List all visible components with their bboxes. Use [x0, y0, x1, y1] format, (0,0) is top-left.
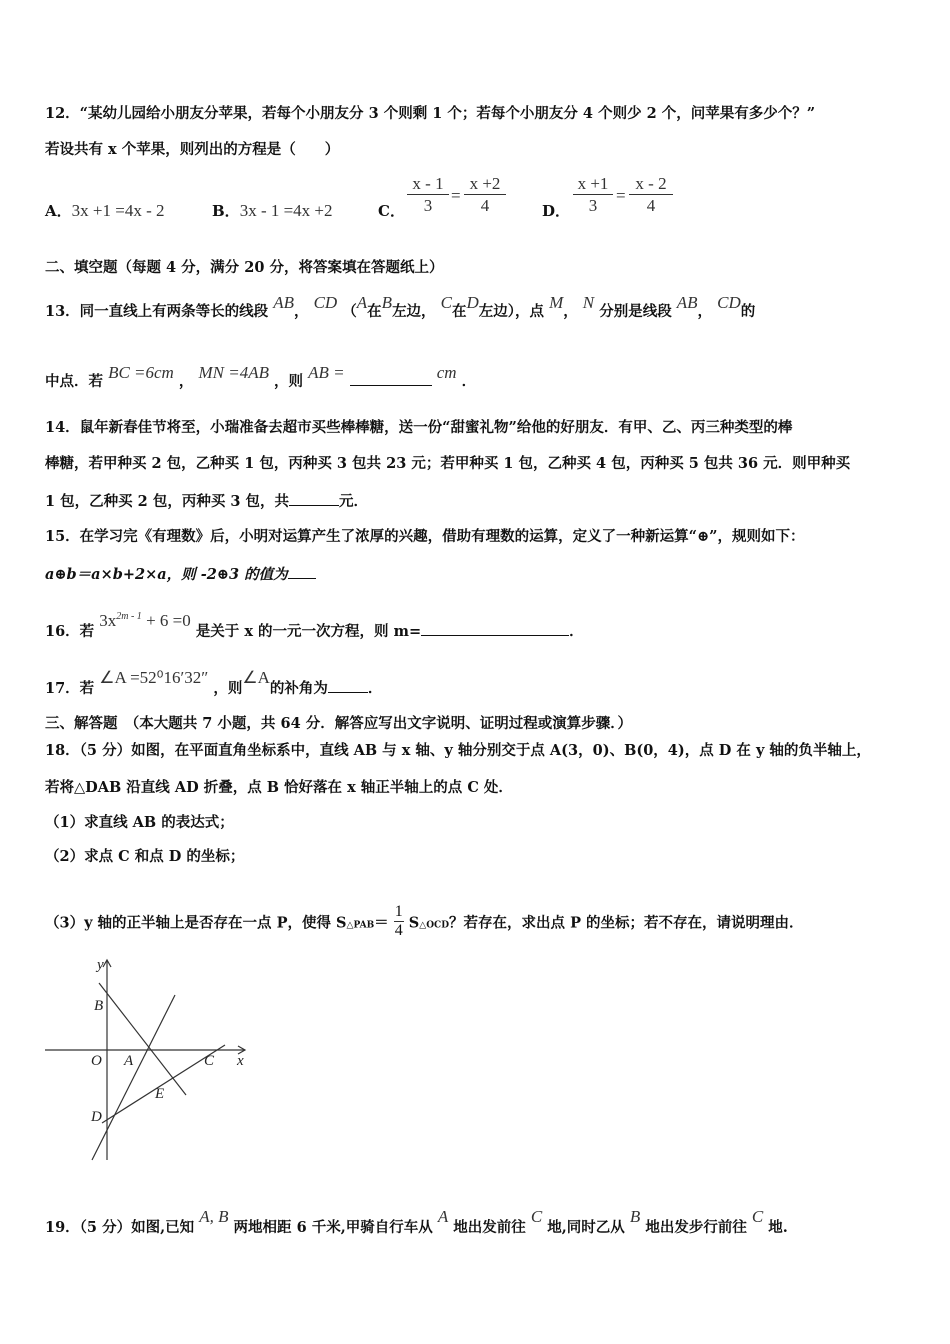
q15-line1: 15．在学习完《有理数》后，小明对运算产生了浓厚的兴趣，借助有理数的运算，定义了一种新运算“⊕”，规则如下：	[45, 528, 805, 545]
q14-text: 元．	[339, 493, 369, 510]
math-c: C	[751, 1207, 764, 1226]
q14-line1: 14．鼠年新春佳节将至，小瑞准备去超市买些棒棒糖，送一份“甜蜜礼物”给他的好朋友．有甲、乙、丙三种类型的棒	[45, 419, 793, 436]
math-c: C	[440, 293, 452, 312]
q17-text: ，则	[213, 680, 243, 697]
math-a: A	[437, 1207, 449, 1226]
q13-line2	[45, 358, 476, 397]
label-o: O	[91, 1053, 102, 1069]
math-m: M	[549, 293, 564, 312]
period: ．	[461, 373, 477, 390]
math-ab: AB	[273, 293, 295, 312]
comma: ，	[178, 373, 194, 390]
period: ．	[569, 623, 584, 640]
section-3-title: 三、解答题 （本大题共 7 小题，共 64 分．解答应写出文字说明、证明过程或演算步骤．）	[45, 715, 632, 732]
q19-text: 地.	[768, 1219, 788, 1236]
q18-part1: （1）求直线 AB 的表达式；	[45, 814, 234, 831]
fraction-denominator: 4	[646, 196, 656, 215]
q18-line2: 若将△DAB 沿直线 AD 折叠，点 B 恰好落在 x 轴正半轴上的点 C 处．	[45, 779, 513, 796]
q14-line2: 棒糖，若甲种买 2 包，乙种买 1 包，丙种买 3 包共 23 元；若甲种买 1 包，乙种买 4 包，丙种买 5 包共 36 元．则甲种买	[45, 455, 851, 472]
q16-equation	[99, 611, 191, 630]
fraction-numerator: 1	[394, 903, 403, 920]
option-c-fraction-2	[464, 174, 506, 216]
fraction-numerator: x - 2	[629, 174, 673, 195]
math-b: B	[629, 1207, 641, 1226]
frac-one-quarter	[394, 903, 404, 940]
eq-base: 3x	[99, 611, 117, 630]
answer-blank[interactable]	[328, 678, 368, 693]
q13-text: 在	[451, 303, 467, 320]
label-a: A	[124, 1053, 134, 1069]
q13-text: ，则	[274, 373, 304, 390]
option-b-expr: 3x - 1 =4x +2	[239, 201, 333, 220]
option-a-expr: 3x +1 =4x - 2	[71, 201, 165, 220]
label-b: B	[94, 998, 104, 1014]
q15-rule: a⊕b＝a×b+2×a，则 -2⊕3 的值为	[45, 566, 288, 583]
unit-cm: cm	[436, 363, 457, 382]
equals-sign: =	[451, 186, 461, 205]
equals-sign: =	[616, 186, 626, 205]
q13-text: 分别是线段	[599, 303, 672, 320]
q18-part3	[45, 905, 804, 942]
answer-blank[interactable]	[421, 621, 569, 636]
math-angle-a: ∠A	[242, 668, 270, 687]
q17-text: 17．若	[45, 680, 95, 697]
math-ab: AB	[676, 293, 698, 312]
q18-line1: 18．（5 分）如图，在平面直角坐标系中，直线 AB 与 x 轴、y 轴分别交于点 A(3，0)、B(0，4)，点 D 在 y 轴的负半轴上，	[45, 742, 871, 759]
q16-line	[45, 600, 584, 649]
q12-line2: 若设共有 x 个苹果，则列出的方程是（ ）	[45, 141, 340, 158]
period: ．	[367, 680, 383, 697]
q18-text: （3）y 轴的正半轴上是否存在一点 P，使得 S	[45, 914, 347, 932]
q16-text: 是关于 x 的一元一次方程，则 m=	[195, 623, 422, 640]
q13-text: 13．同一直线上有两条等长的线段	[45, 303, 269, 320]
math-cd: CD	[717, 293, 741, 312]
q18-text: ？若存在，求出点 P 的坐标；若不存在，请说明理由．	[449, 914, 804, 932]
option-d-fraction-2	[629, 174, 673, 216]
q19-text: 地出发前往	[453, 1219, 526, 1236]
eq-rest: + 6 =0	[141, 611, 191, 630]
option-a-label: A．	[45, 202, 72, 220]
fraction-denominator: 3	[423, 196, 433, 215]
option-c-fraction-1	[407, 174, 449, 216]
q12-option-c-label: C．	[378, 202, 405, 220]
equals: ＝	[374, 914, 389, 932]
fraction-denominator: 4	[394, 922, 403, 939]
paren: （	[342, 303, 357, 320]
subscript-pab: △PAB	[346, 920, 375, 931]
fraction-numerator: x - 1	[407, 174, 449, 195]
math-bc-eq: BC =6cm	[108, 363, 174, 382]
q13-text: 中点．若	[45, 373, 103, 390]
q19-line	[45, 1200, 788, 1245]
fraction-denominator: 4	[480, 196, 490, 215]
answer-blank[interactable]	[350, 371, 432, 386]
math-mn-eq: MN =4AB	[198, 363, 269, 382]
label-c: C	[204, 1053, 215, 1069]
q14-text: 1 包，乙种买 2 包，丙种买 3 包，共	[45, 493, 290, 510]
subscript-ocd: △OCD	[419, 920, 450, 931]
comma: ，	[563, 303, 578, 320]
q15-line2	[45, 564, 316, 585]
q13-text: 左边），点	[478, 303, 544, 320]
label-y: y	[97, 957, 104, 973]
q12-option-a	[45, 200, 164, 221]
line-ad	[92, 995, 175, 1160]
q17-line	[45, 661, 382, 706]
math-n: N	[582, 293, 595, 312]
label-x: x	[237, 1053, 244, 1069]
label-d: D	[91, 1109, 102, 1125]
q18-text: S	[408, 914, 420, 932]
eq-exponent: 2m - 1	[116, 611, 142, 622]
q19-text: 19．（5 分）如图,已知	[45, 1219, 195, 1236]
q13-text: 在	[367, 303, 382, 320]
math-cd: CD	[313, 293, 338, 312]
q13-text: 的	[740, 303, 756, 320]
q18-part2: （2）求点 C 和点 D 的坐标；	[45, 848, 245, 865]
option-b-label: B．	[212, 202, 240, 220]
coordinate-figure	[40, 955, 255, 1165]
math-a: A	[356, 293, 368, 312]
label-e: E	[155, 1086, 165, 1102]
fraction-numerator: x +1	[573, 174, 613, 195]
comma: ，	[697, 303, 713, 320]
answer-blank[interactable]	[289, 491, 339, 506]
math-ab-eq: AB =	[308, 363, 345, 382]
q14-line3	[45, 491, 368, 512]
math-angle: ∠A =52⁰16′32″	[99, 668, 209, 687]
math-d: D	[466, 293, 479, 312]
q12-line1: 12．“某幼儿园给小朋友分苹果，若每个小朋友分 3 个则剩 1 个；若每个小朋友分 4 个则少 2 个，问苹果有多少个？”	[45, 105, 816, 122]
math-a-b: A, B	[199, 1207, 229, 1226]
q12-option-b	[212, 200, 333, 221]
fraction-numerator: x +2	[464, 174, 506, 195]
q19-text: 两地相距 6 千米,甲骑自行车从	[233, 1219, 433, 1236]
q17-text: 的补角为	[269, 680, 328, 697]
fraction-denominator: 3	[588, 196, 598, 215]
math-c: C	[530, 1207, 543, 1226]
q13-text: 左边，	[392, 303, 436, 320]
q16-text: 16．若	[45, 623, 95, 640]
math-b: B	[381, 293, 393, 312]
option-d-fraction-1	[573, 174, 613, 216]
section-2-title: 二、填空题（每题 4 分，满分 20 分，将答案填在答题纸上）	[45, 259, 444, 276]
q13-line1	[45, 288, 755, 327]
q19-text: 地出发步行前往	[645, 1219, 747, 1236]
answer-blank[interactable]	[288, 564, 316, 579]
comma: ，	[294, 303, 309, 320]
q12-option-d-label: D．	[542, 202, 571, 220]
q19-text: 地,同时乙从	[547, 1219, 625, 1236]
